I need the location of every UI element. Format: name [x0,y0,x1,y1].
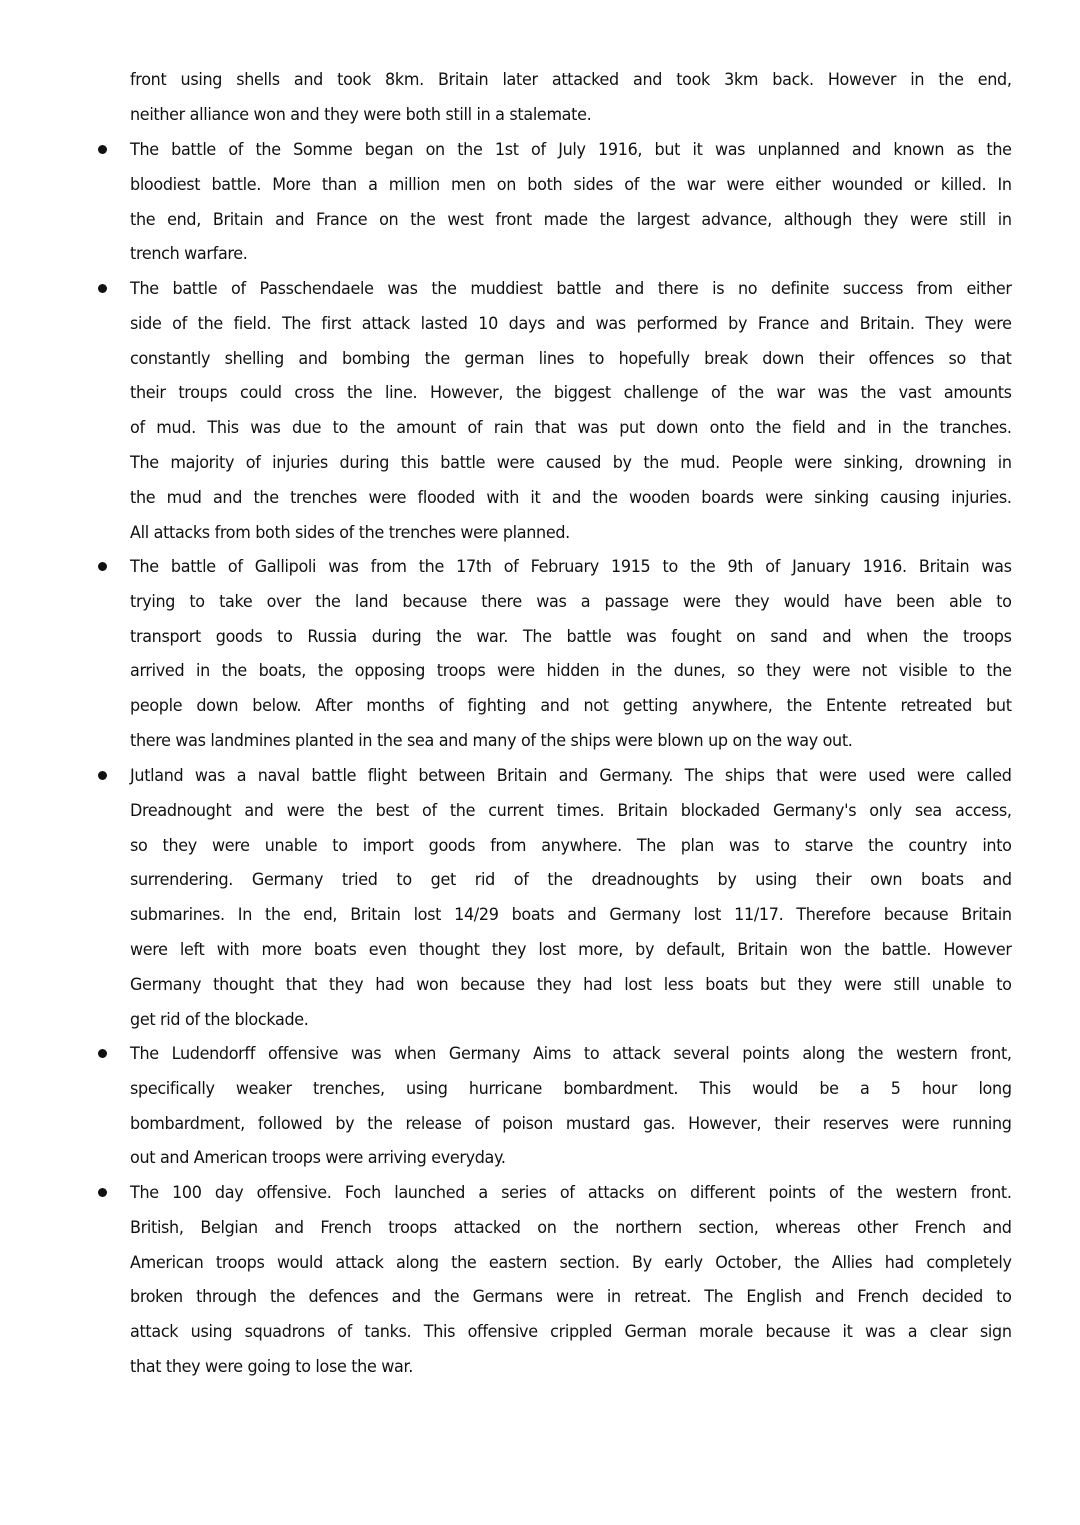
text-line: trying to take over the land because there was a passage were they would have been able to [130,591,1012,612]
text-line: transport goods to Russia during the war. The battle was fought on sand and when the troops [130,626,1012,647]
text-line: Jutland was a naval battle flight between Britain and Germany. The ships that were used were called [130,766,1012,786]
text-line: get rid of the blockade. [130,1009,309,1030]
bullet-item-gallipoli [130,550,1012,759]
text-line: The Ludendorff offensive was when Germany Aims to attack several points along the western front, [130,1044,1012,1064]
bullet-icon [98,771,107,780]
bullet-icon [98,284,107,293]
text-line: Dreadnought and were the best of the current times. Britain blockaded Germany's only sea access, [130,800,1012,821]
bullet-item-100-day-offensive [130,1176,1012,1385]
bullet-icon [98,562,107,571]
text-line: arrived in the boats, the opposing troops were hidden in the dunes, so they were not visible to the [130,661,1012,682]
text-line: trench warfare. [130,244,248,265]
text-line: The majority of injuries during this battle were caused by the mud. People were sinking, drowning in [130,452,1012,473]
text-line: Germany thought that they had won because they had lost less boats but they were still unable to [130,974,1012,995]
text-line: were left with more boats even thought they lost more, by default, Britain won the battle. However [130,939,1012,960]
continuation-paragraph [130,63,1012,133]
text-line: side of the field. The first attack lasted 10 days and was performed by France and Britain. They were [130,313,1012,334]
text-line: The battle of Gallipoli was from the 17th of February 1915 to the 9th of January 1916. Britain was [130,557,1012,577]
text-line: bombardment, followed by the release of poison mustard gas. However, their reserves were running [130,1113,1012,1134]
bullet-item-passchendaele [130,272,1012,550]
text-line: of mud. This was due to the amount of rain that was put down onto the field and in the tranches. [130,418,1012,439]
bullet-item-ludendorff [130,1037,1012,1176]
text-line: The battle of the Somme began on the 1st of July 1916, but it was unplanned and known as the [130,140,1012,160]
text-line: the mud and the trenches were flooded with it and the wooden boards were sinking causing injuries. [130,487,1012,508]
text-line: submarines. In the end, Britain lost 14/29 boats and Germany lost 11/17. Therefore because Britain [130,905,1012,926]
text-line: American troops would attack along the eastern section. By early October, the Allies had completely [130,1252,1012,1273]
text-line: broken through the defences and the Germans were in retreat. The English and French decided to [130,1287,1012,1308]
text-line: their troups could cross the line. However, the biggest challenge of the war was the vast amounts [130,383,1012,404]
text-line: The battle of Passchendaele was the muddiest battle and there is no definite success from either [130,279,1012,299]
bullet-icon [98,1188,107,1197]
text-line: constantly shelling and bombing the german lines to hopefully break down their offences so that [130,348,1012,369]
text-line: out and American troops were arriving everyday. [130,1148,506,1169]
text-line: people down below. After months of fighting and not getting anywhere, the Entente retreated but [130,696,1012,717]
text-line: that they were going to lose the war. [130,1356,413,1377]
text-line: The 100 day offensive. Foch launched a series of attacks on different points of the western front. [130,1183,1012,1203]
text-line: there was landmines planted in the sea and many of the ships were blown up on the way out. [130,730,853,751]
text-line: so they were unable to import goods from anywhere. The plan was to starve the country into [130,835,1012,856]
bullet-item-somme [130,133,1012,272]
text-line: attack using squadrons of tanks. This offensive crippled German morale because it was a clear sign [130,1322,1012,1343]
text-line: neither alliance won and they were both still in a stalemate. [130,104,592,125]
text-line: bloodiest battle. More than a million men on both sides of the war were either wounded or killed. In [130,174,1012,195]
text-line: specifically weaker trenches, using hurricane bombardment. This would be a 5 hour long [130,1078,1012,1099]
text-line: the end, Britain and France on the west front made the largest advance, although they were still in [130,209,1012,230]
bullet-item-jutland [130,759,1012,1037]
text-line: surrendering. Germany tried to get rid of the dreadnoughts by using their own boats and [130,870,1012,891]
text-line: British, Belgian and French troops attacked on the northern section, whereas other French and [130,1217,1012,1238]
text-line: All attacks from both sides of the trenches were planned. [130,522,570,543]
text-line: front using shells and took 8km. Britain later attacked and took 3km back. However in the end, [130,70,1012,90]
bullet-icon [98,145,107,154]
bullet-icon [98,1049,107,1058]
